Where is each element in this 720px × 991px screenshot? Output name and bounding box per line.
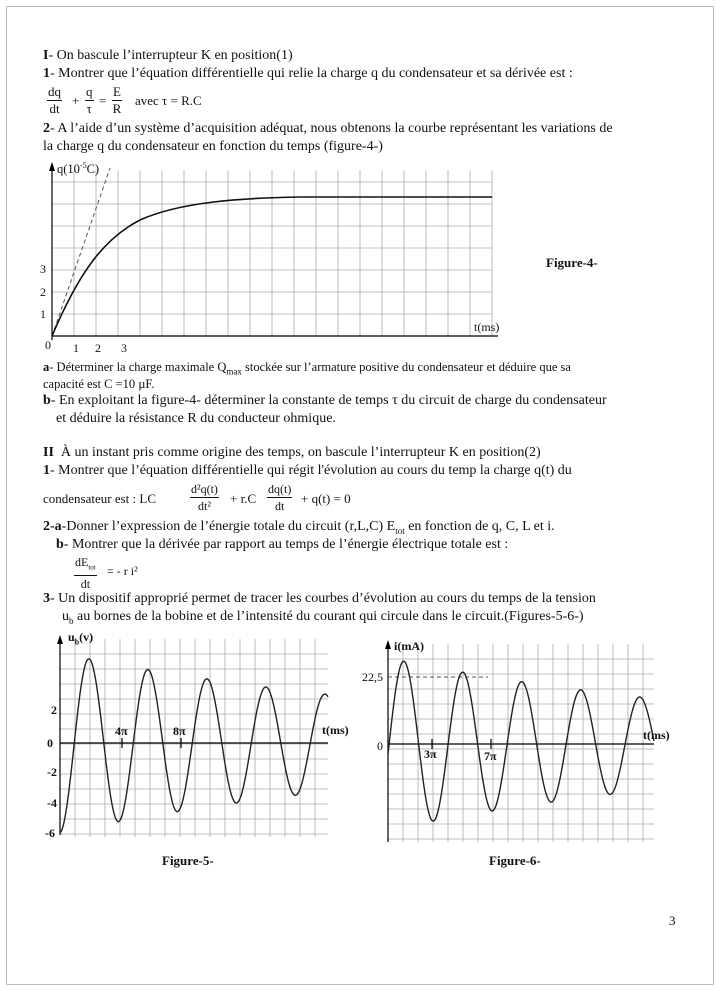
part1-q2-line1: 2- A l’aide d’un système d’acquisition adéquat, nous obtenons la courbe représentant les variations de	[43, 121, 613, 136]
figure6-ytick-22-5: 22,5	[362, 670, 383, 684]
figure4-xtick-3: 3	[121, 341, 127, 355]
part2-q3-line1: 3- Un dispositif approprié permet de tracer les courbes d’évolution au cours du temps de la tension	[43, 591, 596, 606]
figure5-ytick-m6: -6	[45, 826, 55, 840]
figure4-graph	[40, 160, 500, 360]
figure5-caption: Figure-5-	[162, 853, 214, 868]
figure4-tangent	[52, 168, 110, 336]
part1-qa-line2: capacité est C =10 µF.	[43, 377, 155, 391]
figure5-x-label: t(ms)	[322, 723, 349, 737]
figure4-ytick-3: 3	[40, 262, 46, 276]
part1-q2-line2: la charge q du condensateur en fonction du temps (figure-4-)	[43, 139, 383, 154]
part2-eq-pre: condensateur est : LC	[43, 491, 156, 506]
part1-qb-line2: et déduire la résistance R du conducteur ohmique.	[56, 411, 336, 426]
eq-equal: =	[99, 93, 107, 108]
part2-eq-frac1: $\frac{\text{d²q(t)}}{\text{dt²}}$	[191, 482, 218, 513]
eq-frac-qtau: $\frac{q}{\tau}$	[86, 84, 93, 116]
figure5-xtick-8pi: 8π	[173, 724, 186, 738]
figure6-xtick-3pi: 3π	[424, 747, 437, 761]
part2-eq-mid: + r.C	[230, 491, 257, 506]
page-number: 3	[669, 913, 676, 928]
part2-title: II À un instant pris comme origine des temps, on bascule l’interrupteur K en position(2)	[43, 445, 541, 460]
figure5-graph	[60, 635, 332, 845]
part2-q2b: b- Montrer que la dérivée par rapport au temps de l’énergie électrique totale est :	[56, 537, 509, 552]
figure4-xtick-0: 0	[45, 338, 51, 352]
figure6-x-label: t(ms)	[643, 728, 670, 742]
part2-q2a: 2-a-Donner l’expression de l’énergie totale du circuit (r,L,C) $E_{tot}$ en fonction de q, C, L et i.	[43, 519, 555, 536]
figure5-ytick-2: 2	[51, 703, 57, 717]
figure4-ytick-1: 1	[40, 307, 46, 321]
eq-frac-ER: $\frac{E}{R}$	[112, 84, 122, 116]
figure6-caption: Figure-6-	[489, 853, 541, 868]
figure4-xtick-2: 2	[95, 341, 101, 355]
eq-plus: +	[72, 93, 80, 108]
figure4-y-label: $q(10^{-5}C)$	[57, 161, 100, 177]
part1-q1: 1- Montrer que l’équation différentielle qui relie la charge q du condensateur et sa dérivée est :	[43, 66, 573, 81]
part2-q1: 1- Montrer que l’équation différentielle qui régit l'évolution au cours du temp la charge q(t) du	[43, 463, 572, 478]
figure6-y-label: i(mA)	[394, 639, 424, 653]
figure6-current-curve	[388, 661, 654, 821]
part2-q3-line2: $u_b$ au bornes de la bobine et de l’intensité du courant qui circule dans le circuit.(Figures-5-6-)	[62, 609, 584, 626]
figure4-grid	[52, 170, 492, 336]
eq-avec: avec τ = R.C	[135, 93, 202, 108]
part2-deriv-frac: $dE_{tot}$ dt	[75, 555, 96, 592]
figure5-ytick-0: 0	[47, 736, 53, 750]
part2-eq-frac2: $\frac{dq(t)}{dt}$	[268, 482, 292, 513]
figure4-y-arrow	[49, 162, 55, 171]
figure4-ytick-2: 2	[40, 285, 46, 299]
part2-deriv-rhs: = - r i²	[107, 564, 138, 578]
figure6-graph	[388, 640, 658, 845]
figure5-ytick-m4: -4	[47, 796, 57, 810]
figure5-voltage-curve	[60, 659, 328, 833]
figure5-y-label: $u_b(v)$	[68, 630, 94, 647]
eq-frac-dqdt: $\frac{dq}{dt}$	[48, 84, 61, 116]
figure6-ytick-0: 0	[377, 739, 383, 753]
part1-qb-line1: b- En exploitant la figure-4- déterminer la constante de temps τ du circuit de charge du condensateur	[43, 393, 607, 408]
figure4-xtick-1: 1	[73, 341, 79, 355]
figure5-ytick-m2: -2	[47, 765, 57, 779]
figure4-x-label: t(ms)	[474, 320, 500, 334]
figure6-xtick-7pi: 7π	[484, 749, 497, 763]
figure5-xtick-4pi: 4π	[115, 724, 128, 738]
figure4-caption: Figure-4-	[546, 255, 598, 270]
part1-qa-line1: a- Déterminer la charge maximale $Q_{max}$ stockée sur l’armature positive du condensateur et déduire que sa	[43, 360, 571, 377]
part2-eq-post: + q(t) = 0	[301, 491, 351, 506]
part1-title: I- On bascule l’interrupteur K en position(1)	[43, 48, 293, 63]
